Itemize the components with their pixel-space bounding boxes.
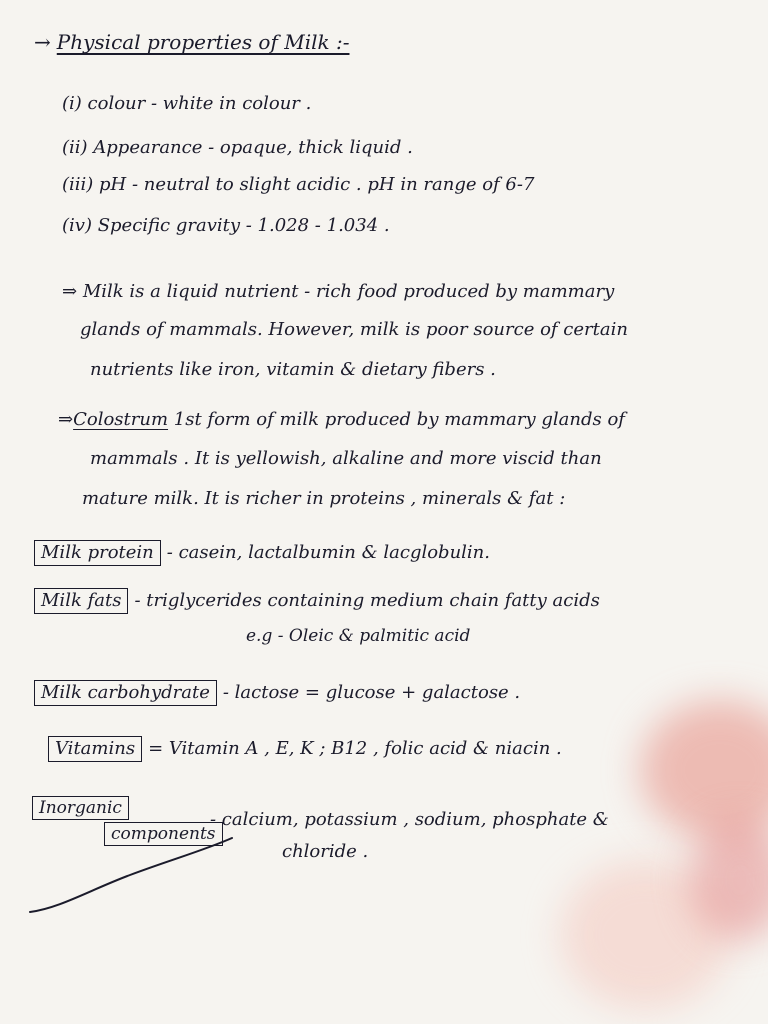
component-row-carbohydrate [34,680,520,706]
component-text: - triglycerides containing medium chain fatty acids [134,590,600,611]
component-label: Milk carbohydrate [34,680,217,706]
page-title [34,30,349,54]
milk-paragraph-line: glands of mammals. However, milk is poor source of certain [80,319,628,340]
component-label: Inorganic [32,796,129,820]
component-text: = Vitamin A , E, K ; B12 , folic acid & niacin . [148,738,562,759]
component-text: - casein, lactalbumin & lacglobulin. [166,542,490,563]
component-row-fats [34,588,600,614]
component-text: - lactose = glucose + galactose . [222,682,521,703]
property-item: (i) colour - white in colour . [62,93,312,114]
double-arrow-icon: ⇒ [58,409,74,430]
property-item: (iv) Specific gravity - 1.028 - 1.034 . [62,215,390,236]
component-label: Milk protein [34,540,161,566]
property-item: (ii) Appearance - opaque, thick liquid . [62,137,413,158]
title-text: Physical properties of Milk :- [56,30,350,54]
colostrum-text: 1st form of milk produced by mammary glands of [168,409,625,430]
milk-paragraph-text: Milk is a liquid nutrient - rich food produced by mammary [82,281,615,302]
colostrum-line: mammals . It is yellowish, alkaline and more viscid than [90,448,602,469]
component-label: Milk fats [34,588,128,614]
component-row-vitamins [48,736,562,762]
colostrum-line: mature milk. It is richer in proteins , minerals & fat : [82,488,566,509]
component-text: chloride . [282,841,369,862]
swoosh-stroke [20,820,260,920]
paper-stain [690,820,768,940]
component-example: e.g - Oleic & palmitic acid [246,626,471,646]
colostrum-line [58,408,625,432]
arrow-icon: → [34,30,51,54]
paper-stain [640,700,768,840]
paper-stain [560,860,730,1010]
component-label: Vitamins [48,736,142,762]
double-arrow-icon: ⇒ [62,281,78,302]
colostrum-term: Colostrum [73,409,169,430]
component-text: - calcium, potassium , sodium, phosphate & [210,809,609,830]
component-row-protein [34,540,490,566]
component-label: components [104,822,223,846]
milk-paragraph-line [62,280,614,304]
milk-paragraph-line: nutrients like iron, vitamin & dietary fibers . [90,359,496,380]
property-item: (iii) pH - neutral to slight acidic . pH in range of 6-7 [62,174,535,195]
